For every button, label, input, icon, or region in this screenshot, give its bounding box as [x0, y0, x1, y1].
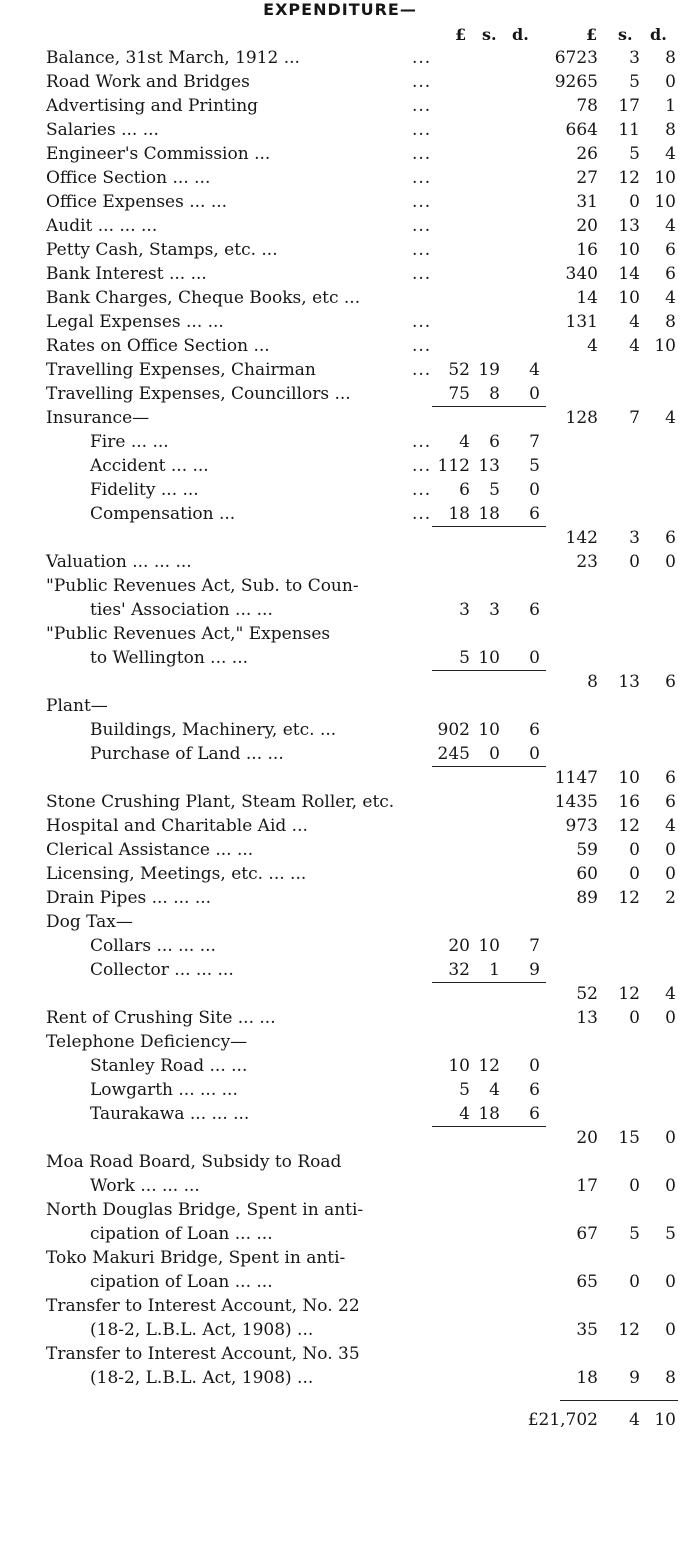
outer-amount-pence: 0	[665, 1176, 676, 1196]
inner-amount-shillings: 18	[478, 504, 500, 524]
outer-amount-pence: 6	[665, 792, 676, 812]
ledger-row	[0, 744, 680, 768]
row-label: Rates on Office Section ...	[46, 336, 270, 356]
outer-amount-pounds: 52	[576, 984, 598, 1004]
outer-amount-shillings: 12	[618, 984, 640, 1004]
inner-amount-pounds: 4	[459, 1104, 470, 1124]
outer-amount-pence: 0	[665, 552, 676, 572]
inner-amount-pounds: 4	[459, 432, 470, 452]
ledger-row	[0, 192, 680, 216]
inner-amount-shillings: 10	[478, 720, 500, 740]
ledger-row	[0, 168, 680, 192]
row-label: Stanley Road ... ...	[90, 1056, 248, 1076]
row-label: Legal Expenses ... ...	[46, 312, 224, 332]
leader-dots: ...	[412, 480, 432, 500]
outer-amount-shillings: 3	[629, 528, 640, 548]
inner-amount-pence: 0	[529, 648, 540, 668]
ledger-row	[0, 552, 680, 576]
row-label: Transfer to Interest Account, No. 22	[46, 1296, 360, 1316]
row-label-continuation: cipation of Loan ... ...	[90, 1224, 273, 1244]
ledger-row	[0, 480, 680, 504]
inner-amount-shillings: 18	[478, 1104, 500, 1124]
row-label: Accident ... ...	[90, 456, 209, 476]
row-label: Collector ... ... ...	[90, 960, 234, 980]
ledger-row	[0, 672, 680, 696]
ledger-row	[0, 456, 680, 480]
row-label: Petty Cash, Stamps, etc. ...	[46, 240, 278, 260]
outer-amount-shillings: 15	[618, 1128, 640, 1148]
outer-amount-pence: 8	[665, 1368, 676, 1388]
row-label: Transfer to Interest Account, No. 35	[46, 1344, 360, 1364]
outer-amount-shillings: 11	[618, 120, 640, 140]
row-label: Hospital and Charitable Aid ...	[46, 816, 308, 836]
inner-amount-pounds: 18	[448, 504, 470, 524]
inner-amount-shillings: 5	[489, 480, 500, 500]
inner-amount-shillings: 12	[478, 1056, 500, 1076]
leader-dots: ...	[412, 456, 432, 476]
inner-amount-pence: 6	[529, 600, 540, 620]
inner-amount-pounds: 902	[437, 720, 470, 740]
ledger-row	[0, 264, 680, 288]
outer-amount-pence: 2	[665, 888, 676, 908]
inner-amount-pence: 6	[529, 720, 540, 740]
ledger-row	[0, 792, 680, 816]
outer-amount-pounds: 13	[576, 1008, 598, 1028]
outer-amount-shillings: 0	[629, 552, 640, 572]
row-label: Moa Road Board, Subsidy to Road	[46, 1152, 342, 1172]
leader-dots: ...	[412, 120, 432, 140]
row-label-continuation: Work ... ... ...	[90, 1176, 200, 1196]
inner-amount-shillings: 3	[489, 600, 500, 620]
row-label: Bank Charges, Cheque Books, etc ...	[46, 288, 361, 308]
outer-amount-pounds: 59	[576, 840, 598, 860]
outer-amount-pounds: 14	[576, 288, 598, 308]
outer-amount-pence: 4	[665, 288, 676, 308]
outer-amount-shillings: 0	[629, 864, 640, 884]
outer-amount-pence: 0	[665, 864, 676, 884]
outer-amount-shillings: 0	[629, 1272, 640, 1292]
ledger-row	[0, 840, 680, 864]
row-label-continuation: cipation of Loan ... ...	[90, 1272, 273, 1292]
row-label: Office Expenses ... ...	[46, 192, 228, 212]
row-label: Engineer's Commission ...	[46, 144, 271, 164]
ledger-row	[0, 1128, 680, 1152]
outer-amount-pounds: 31	[576, 192, 598, 212]
subtotal-rule	[432, 1126, 546, 1127]
row-label: Collars ... ... ...	[90, 936, 216, 956]
ledger-row	[0, 312, 680, 336]
subtotal-rule	[432, 526, 546, 527]
leader-dots: ...	[412, 96, 432, 116]
outer-amount-pounds: 340	[565, 264, 598, 284]
outer-amount-pence: 10	[654, 192, 676, 212]
ledger-row	[0, 1080, 680, 1104]
outer-amount-shillings: 5	[629, 72, 640, 92]
row-label: Valuation ... ... ...	[46, 552, 192, 572]
outer-amount-pounds: 1435	[554, 792, 598, 812]
outer-amount-pence: 6	[665, 528, 676, 548]
inner-amount-pence: 9	[529, 960, 540, 980]
row-label: Bank Interest ... ...	[46, 264, 207, 284]
ledger-row	[0, 888, 680, 912]
outer-amount-pounds: 664	[565, 120, 598, 140]
outer-amount-shillings: 14	[618, 264, 640, 284]
outer-amount-shillings: 12	[618, 1320, 640, 1340]
row-label: Clerical Assistance ... ...	[46, 840, 254, 860]
outer-amount-pence: 6	[665, 768, 676, 788]
inner-amount-shillings: 1	[489, 960, 500, 980]
row-label-continuation: to Wellington ... ...	[90, 648, 249, 668]
ledger-row	[0, 408, 680, 432]
outer-amount-shillings: 10	[618, 288, 640, 308]
outer-amount-pence: 0	[665, 1008, 676, 1028]
outer-amount-pounds: 4	[587, 336, 598, 356]
row-label: Road Work and Bridges	[46, 72, 250, 92]
row-label: Licensing, Meetings, etc. ... ...	[46, 864, 307, 884]
inner-pence-header: d.	[512, 25, 529, 44]
row-label-continuation: (18-2, L.B.L. Act, 1908) ...	[90, 1368, 314, 1388]
outer-amount-pounds: 26	[576, 144, 598, 164]
inner-amount-pence: 0	[529, 744, 540, 764]
leader-dots: ...	[412, 432, 432, 452]
inner-amount-pounds: 10	[448, 1056, 470, 1076]
row-label: Salaries ... ...	[46, 120, 159, 140]
outer-amount-pence: 8	[665, 48, 676, 68]
leader-dots: ...	[412, 360, 432, 380]
ledger-row	[0, 240, 680, 264]
outer-amount-shillings: 5	[629, 1224, 640, 1244]
outer-amount-pounds: 67	[576, 1224, 598, 1244]
row-label: Audit ... ... ...	[46, 216, 158, 236]
row-label: Telephone Deficiency—	[46, 1032, 248, 1052]
outer-amount-shillings: 13	[618, 672, 640, 692]
leader-dots: ...	[412, 48, 432, 68]
outer-amount-pence: 4	[665, 216, 676, 236]
ledger-row	[0, 120, 680, 144]
outer-amount-pounds: 973	[565, 816, 598, 836]
inner-amount-pounds: 20	[448, 936, 470, 956]
row-label: Taurakawa ... ... ...	[90, 1104, 250, 1124]
ledger-row	[0, 1152, 680, 1200]
outer-amount-shillings: 4	[629, 312, 640, 332]
outer-amount-shillings: 17	[618, 96, 640, 116]
subtotal-rule	[432, 766, 546, 767]
ledger-row	[0, 912, 680, 936]
leader-dots: ...	[412, 72, 432, 92]
inner-amount-pence: 6	[529, 1080, 540, 1100]
row-label: "Public Revenues Act, Sub. to Coun-	[46, 576, 359, 596]
ledger-row	[0, 432, 680, 456]
inner-amount-pounds: 5	[459, 1080, 470, 1100]
subtotal-rule	[432, 982, 546, 983]
inner-amount-pence: 4	[529, 360, 540, 380]
outer-amount-shillings: 13	[618, 216, 640, 236]
leader-dots: ...	[412, 504, 432, 524]
ledger-row	[0, 72, 680, 96]
leader-dots: ...	[412, 312, 432, 332]
subtotal-rule	[432, 406, 546, 407]
inner-amount-pounds: 3	[459, 600, 470, 620]
ledger-row	[0, 1104, 680, 1128]
ledger-row	[0, 288, 680, 312]
ledger-row	[0, 528, 680, 552]
outer-amount-pounds: 131	[565, 312, 598, 332]
ledger-row	[0, 696, 680, 720]
row-label: Drain Pipes ... ... ...	[46, 888, 212, 908]
row-label: Purchase of Land ... ...	[90, 744, 284, 764]
ledger-row	[0, 216, 680, 240]
outer-amount-shillings: 10	[618, 768, 640, 788]
outer-amount-pounds: 65	[576, 1272, 598, 1292]
ledger-row	[0, 864, 680, 888]
outer-amount-pounds: 23	[576, 552, 598, 572]
row-label: Travelling Expenses, Chairman	[46, 360, 316, 380]
row-label: Lowgarth ... ... ...	[90, 1080, 238, 1100]
outer-amount-shillings: 9	[629, 1368, 640, 1388]
outer-amount-pence: 10	[654, 336, 676, 356]
row-label-continuation: ties' Association ... ...	[90, 600, 273, 620]
inner-amount-pounds: 52	[448, 360, 470, 380]
outer-amount-pence: 1	[665, 96, 676, 116]
outer-amount-pence: 4	[665, 408, 676, 428]
inner-amount-shillings: 19	[478, 360, 500, 380]
outer-amount-pence: 6	[665, 240, 676, 260]
row-label: Dog Tax—	[46, 912, 133, 932]
outer-amount-shillings: 12	[618, 888, 640, 908]
outer-amount-pounds: 20	[576, 216, 598, 236]
inner-shillings-header: s.	[482, 25, 497, 44]
ledger-row	[0, 1200, 680, 1248]
outer-amount-pounds: 6723	[554, 48, 598, 68]
outer-amount-pounds: 16	[576, 240, 598, 260]
ledger-row	[0, 576, 680, 624]
row-label: Insurance—	[46, 408, 150, 428]
row-label: Rent of Crushing Site ... ...	[46, 1008, 276, 1028]
outer-amount-pence: 6	[665, 264, 676, 284]
ledger-row	[0, 144, 680, 168]
row-label: Fidelity ... ...	[90, 480, 199, 500]
ledger-row	[0, 816, 680, 840]
total-rule	[560, 1400, 678, 1401]
inner-amount-pence: 0	[529, 1056, 540, 1076]
ledger-row	[0, 384, 680, 408]
outer-amount-pence: 0	[665, 840, 676, 860]
outer-amount-shillings: 7	[629, 408, 640, 428]
inner-amount-pence: 5	[529, 456, 540, 476]
page-title: EXPENDITURE—	[263, 0, 417, 19]
inner-amount-shillings: 13	[478, 456, 500, 476]
ledger-row	[0, 1032, 680, 1056]
outer-amount-pence: 4	[665, 984, 676, 1004]
ledger-row	[0, 1296, 680, 1344]
outer-amount-pounds: 142	[565, 528, 598, 548]
outer-amount-pence: 0	[665, 1272, 676, 1292]
grand-total-row	[0, 1410, 680, 1434]
outer-amount-shillings: 3	[629, 48, 640, 68]
inner-amount-pounds: 112	[437, 456, 470, 476]
row-label: Stone Crushing Plant, Steam Roller, etc.	[46, 792, 395, 812]
outer-amount-pence: 0	[665, 1320, 676, 1340]
outer-amount-pounds: 89	[576, 888, 598, 908]
inner-amount-pence: 7	[529, 432, 540, 452]
row-label: Fire ... ...	[90, 432, 169, 452]
outer-amount-shillings: 10	[618, 240, 640, 260]
inner-amount-shillings: 4	[489, 1080, 500, 1100]
outer-amount-pounds: 35	[576, 1320, 598, 1340]
inner-amount-pence: 0	[529, 480, 540, 500]
row-label: Office Section ... ...	[46, 168, 211, 188]
ledger-row	[0, 1248, 680, 1296]
inner-amount-pounds: 5	[459, 648, 470, 668]
outer-amount-pounds: 8	[587, 672, 598, 692]
outer-amount-shillings: 5	[629, 144, 640, 164]
ledger-row	[0, 360, 680, 384]
outer-amount-pence: 6	[665, 672, 676, 692]
inner-pounds-header: £	[455, 25, 467, 44]
leader-dots: ...	[412, 192, 432, 212]
ledger-row	[0, 96, 680, 120]
leader-dots: ...	[412, 144, 432, 164]
leader-dots: ...	[412, 336, 432, 356]
outer-amount-shillings: 12	[618, 168, 640, 188]
inner-amount-pounds: 32	[448, 960, 470, 980]
outer-amount-pounds: 9265	[554, 72, 598, 92]
grand-total-pounds: £21,702	[527, 1410, 598, 1430]
row-label-continuation: (18-2, L.B.L. Act, 1908) ...	[90, 1320, 314, 1340]
leader-dots: ...	[412, 240, 432, 260]
ledger-row	[0, 48, 680, 72]
row-label: Buildings, Machinery, etc. ...	[90, 720, 337, 740]
subtotal-rule	[432, 670, 546, 671]
ledger-row	[0, 1008, 680, 1032]
outer-amount-pounds: 18	[576, 1368, 598, 1388]
leader-dots: ...	[412, 168, 432, 188]
inner-amount-pence: 6	[529, 504, 540, 524]
inner-amount-pence: 0	[529, 384, 540, 404]
inner-amount-shillings: 10	[478, 648, 500, 668]
row-label: Plant—	[46, 696, 108, 716]
outer-amount-pounds: 20	[576, 1128, 598, 1148]
outer-amount-shillings: 12	[618, 816, 640, 836]
outer-amount-pence: 0	[665, 1128, 676, 1148]
row-label: "Public Revenues Act," Expenses	[46, 624, 331, 644]
outer-amount-pence: 10	[654, 168, 676, 188]
inner-amount-pounds: 6	[459, 480, 470, 500]
ledger-row	[0, 768, 680, 792]
outer-shillings-header: s.	[618, 25, 633, 44]
outer-amount-pounds: 17	[576, 1176, 598, 1196]
inner-amount-shillings: 10	[478, 936, 500, 956]
outer-amount-pence: 4	[665, 816, 676, 836]
outer-pence-header: d.	[650, 25, 667, 44]
outer-amount-pence: 4	[665, 144, 676, 164]
ledger-row	[0, 624, 680, 672]
ledger-row	[0, 960, 680, 984]
ledger-row	[0, 1056, 680, 1080]
outer-amount-pence: 8	[665, 312, 676, 332]
row-label: Compensation ...	[90, 504, 236, 524]
outer-amount-pence: 0	[665, 72, 676, 92]
inner-amount-shillings: 0	[489, 744, 500, 764]
row-label: Balance, 31st March, 1912 ...	[46, 48, 300, 68]
row-label: Travelling Expenses, Councillors ...	[46, 384, 351, 404]
grand-total-pence: 10	[654, 1410, 676, 1430]
ledger-row	[0, 1344, 680, 1392]
ledger-row	[0, 984, 680, 1008]
inner-amount-shillings: 8	[489, 384, 500, 404]
outer-amount-pounds: 78	[576, 96, 598, 116]
inner-amount-shillings: 6	[489, 432, 500, 452]
outer-amount-pence: 5	[665, 1224, 676, 1244]
inner-amount-pence: 7	[529, 936, 540, 956]
outer-amount-pounds: 1147	[554, 768, 598, 788]
outer-amount-shillings: 0	[629, 1176, 640, 1196]
outer-pounds-header: £	[586, 25, 598, 44]
outer-amount-pounds: 128	[565, 408, 598, 428]
row-label: North Douglas Bridge, Spent in anti-	[46, 1200, 364, 1220]
row-label: Toko Makuri Bridge, Spent in anti-	[46, 1248, 346, 1268]
ledger-row	[0, 504, 680, 528]
outer-amount-shillings: 16	[618, 792, 640, 812]
leader-dots: ...	[412, 216, 432, 236]
outer-amount-pounds: 60	[576, 864, 598, 884]
outer-amount-shillings: 4	[629, 336, 640, 356]
outer-amount-shillings: 0	[629, 192, 640, 212]
leader-dots: ...	[412, 264, 432, 284]
outer-amount-shillings: 0	[629, 1008, 640, 1028]
row-label: Advertising and Printing	[46, 96, 259, 116]
outer-amount-pence: 8	[665, 120, 676, 140]
grand-total-shillings: 4	[629, 1410, 640, 1430]
ledger-row	[0, 936, 680, 960]
outer-amount-shillings: 0	[629, 840, 640, 860]
ledger-row	[0, 720, 680, 744]
ledger-row	[0, 336, 680, 360]
outer-amount-pounds: 27	[576, 168, 598, 188]
inner-amount-pounds: 245	[437, 744, 470, 764]
inner-amount-pence: 6	[529, 1104, 540, 1124]
inner-amount-pounds: 75	[448, 384, 470, 404]
